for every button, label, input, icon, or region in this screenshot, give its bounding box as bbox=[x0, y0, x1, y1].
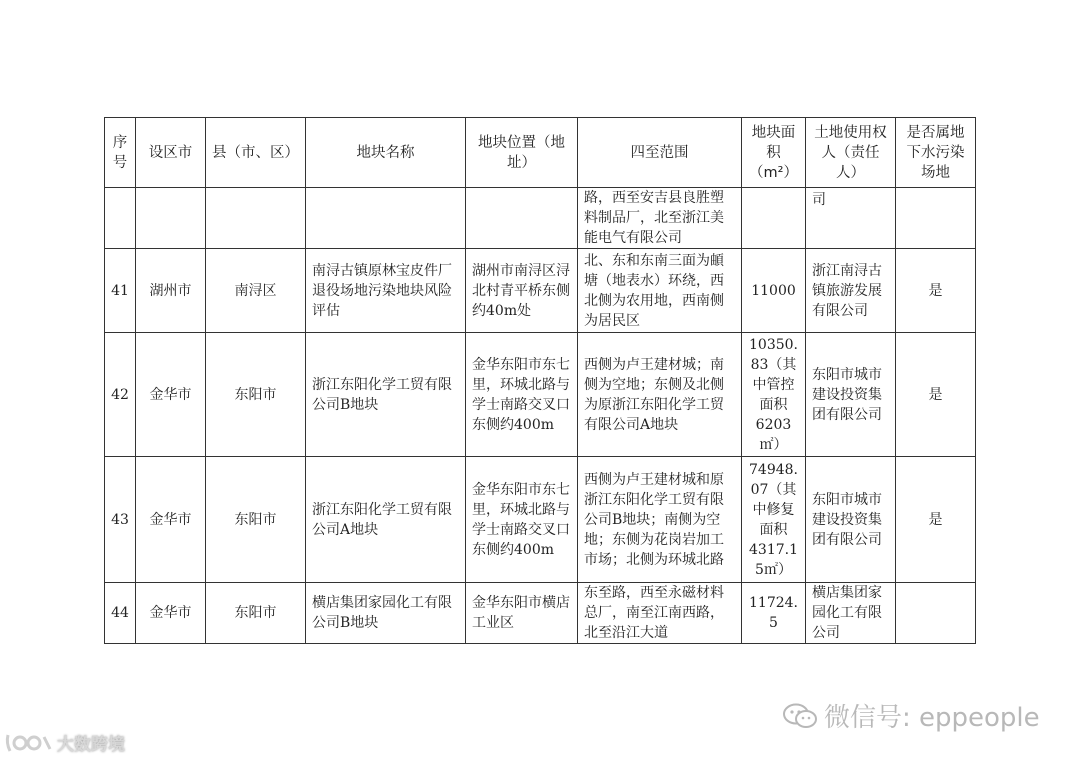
table-row bbox=[105, 583, 976, 644]
location-cell: 金华东阳市横店工业区 bbox=[466, 583, 578, 644]
groundwater-cell bbox=[896, 583, 976, 644]
wechat-icon bbox=[782, 702, 818, 730]
header-location: 地块位置（地 址） bbox=[466, 118, 578, 188]
owner-cell: 东阳市城市建设投资集团有限公司 bbox=[806, 457, 896, 583]
groundwater-cell: 是 bbox=[896, 333, 976, 457]
table-row bbox=[105, 333, 976, 457]
header-groundwater: 是否属地 下水污染 场地 bbox=[896, 118, 976, 188]
boundary-cell: 西侧为卢王建材城和原浙江东阳化学工贸有限公司B地块；南侧为空地；东侧为花岗岩加工市场；北侧为环城北路 bbox=[578, 457, 742, 583]
header-no: 序 号 bbox=[105, 118, 136, 188]
area-cell: 10350. 83（其 中管控 面积 6203 ㎡） bbox=[742, 333, 806, 457]
city-cell: 金华市 bbox=[136, 333, 206, 457]
location-cell: 金华东阳市东七里，环城北路与学士南路交叉口东侧约400m bbox=[466, 333, 578, 457]
header-city: 设区市 bbox=[136, 118, 206, 188]
county-cell: 东阳市 bbox=[206, 333, 306, 457]
owner-cell: 司 bbox=[806, 188, 896, 249]
header-plot-name: 地块名称 bbox=[306, 118, 466, 188]
groundwater-cell: 是 bbox=[896, 457, 976, 583]
location-cell: 金华东阳市东七里，环城北路与学士南路交叉口东侧约400m bbox=[466, 457, 578, 583]
contaminated-land-table bbox=[104, 117, 976, 644]
owner-cell: 东阳市城市建设投资集团有限公司 bbox=[806, 333, 896, 457]
boundary-cell: 西侧为卢王建材城；南侧为空地；东侧及北侧为原浙江东阳化学工贸有限公司A地块 bbox=[578, 333, 742, 457]
location-cell: 湖州市南浔区浔北村青平桥东侧约40m处 bbox=[466, 249, 578, 333]
table-row bbox=[105, 249, 976, 333]
county-cell: 东阳市 bbox=[206, 583, 306, 644]
boundary-cell: 路，西至安吉县良胜塑料制品厂，北至浙江美能电气有限公司 bbox=[578, 188, 742, 249]
boundary-cell: 东至路，西至永磁材料总厂，南至江南西路，北至沿江大道 bbox=[578, 583, 742, 644]
area-cell: 74948. 07（其 中修复 面积 4317.1 5㎡） bbox=[742, 457, 806, 583]
table-row-continuation bbox=[105, 188, 976, 249]
city-cell: 湖州市 bbox=[136, 249, 206, 333]
plot-name-cell: 南浔古镇原林宝皮件厂退役场地污染地块风险评估 bbox=[306, 249, 466, 333]
city-cell: 金华市 bbox=[136, 457, 206, 583]
wechat-watermark bbox=[782, 697, 1040, 734]
watermark-text: 微信号: eppeople bbox=[824, 703, 1040, 733]
header-county: 县（市、区） bbox=[206, 118, 306, 188]
groundwater-cell: 是 bbox=[896, 249, 976, 333]
table-header-row bbox=[105, 118, 976, 188]
row-no: 44 bbox=[105, 583, 136, 644]
header-boundary: 四至范围 bbox=[578, 118, 742, 188]
plot-name-cell: 浙江东阳化学工贸有限公司B地块 bbox=[306, 333, 466, 457]
plot-name-cell: 浙江东阳化学工贸有限公司A地块 bbox=[306, 457, 466, 583]
brand-logo-icon bbox=[4, 731, 54, 755]
area-cell: 11724. 5 bbox=[742, 583, 806, 644]
area-cell: 11000 bbox=[742, 249, 806, 333]
brand-text: 大数跨境 bbox=[57, 735, 125, 755]
table-row bbox=[105, 457, 976, 583]
brand-watermark bbox=[4, 730, 125, 755]
row-no: 41 bbox=[105, 249, 136, 333]
city-cell: 金华市 bbox=[136, 583, 206, 644]
owner-cell: 横店集团家园化工有限公司 bbox=[806, 583, 896, 644]
owner-cell: 浙江南浔古镇旅游发展有限公司 bbox=[806, 249, 896, 333]
county-cell: 南浔区 bbox=[206, 249, 306, 333]
county-cell: 东阳市 bbox=[206, 457, 306, 583]
row-no: 42 bbox=[105, 333, 136, 457]
header-owner: 土地使用权 人（责任人） bbox=[806, 118, 896, 188]
row-no: 43 bbox=[105, 457, 136, 583]
plot-name-cell: 横店集团家园化工有限公司B地块 bbox=[306, 583, 466, 644]
header-area: 地块面 积（m²） bbox=[742, 118, 806, 188]
boundary-cell: 北、东和东南三面为頔塘（地表水）环绕，西北侧为农用地，西南侧为居民区 bbox=[578, 249, 742, 333]
